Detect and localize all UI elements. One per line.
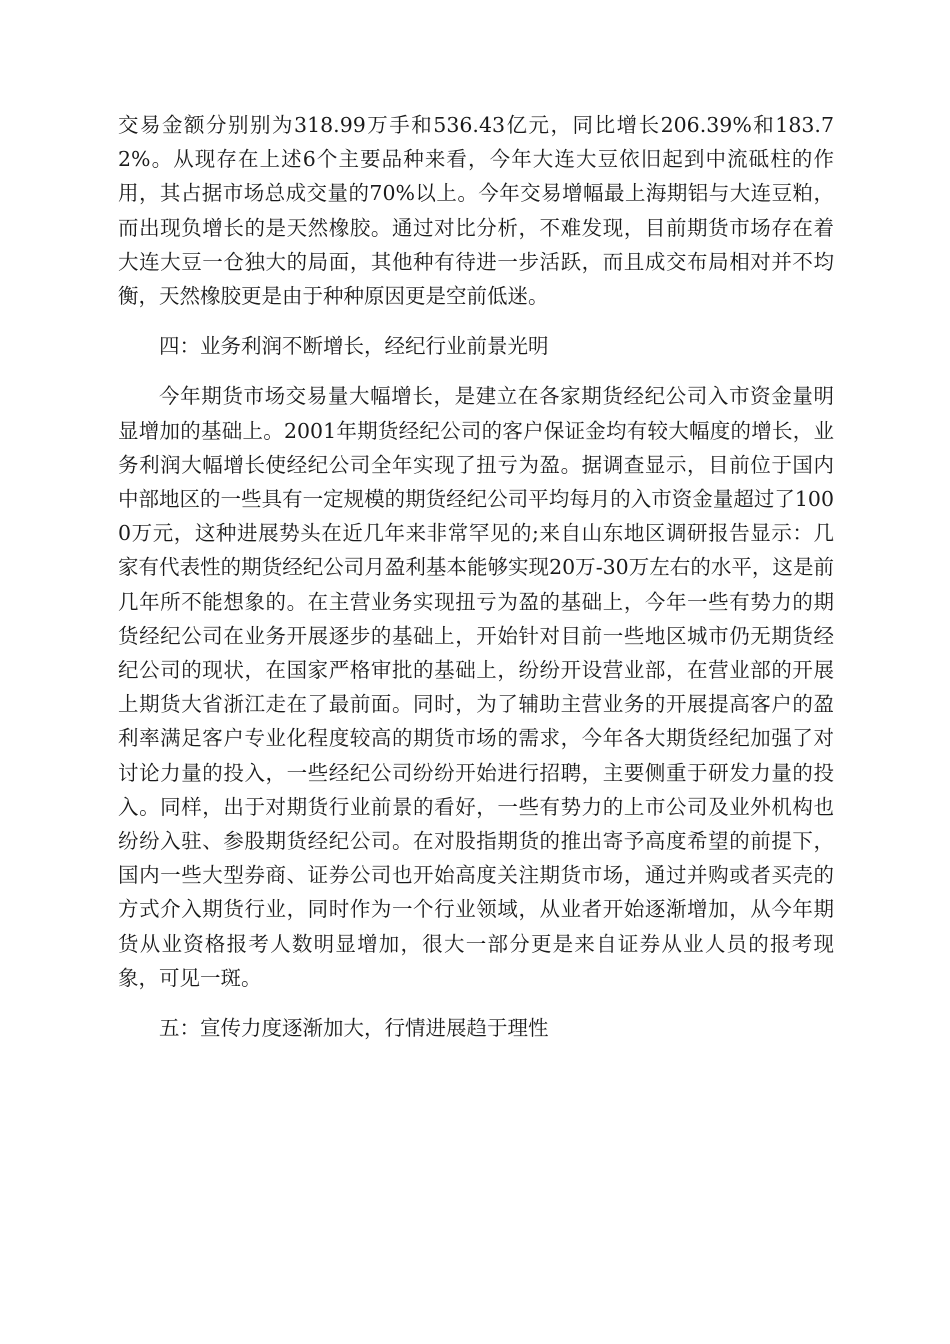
section-heading-five: 五：宣传力度逐渐加大，行情进展趋于理性 [159,1016,549,1041]
section-heading-four: 四：业务利润不断增长，经纪行业前景光明 [159,334,549,359]
document-page [118,108,834,1045]
paragraph-brokerage-profits: 今年期货市场交易量大幅增长，是建立在各家期货经纪公司入市资金量明显增加的基础上。2001年期货经纪公司的客户保证金均有较大幅度的增长，业务利润大幅增长使经纪公司全年实现了扭亏为盈。据调查显示，目前位于国内中部地区的一些具有一定规模的期货经纪公司平均每月的入市资金量超过了1000万元，这种进展势头在近几年来非常罕见的;来自山东地区调研报告显示：几家有代表性的期货经纪公司月盈利基本能够实现20万-30万左右的水平，这是前几年所不能想象的。在主营业务实现扭亏为盈的基础上，今年一些有势力的期货经纪公司在业务开展逐步的基础上，开始针对目前一些地区城市仍无期货经纪公司的现状，在国家严格审批的基础上，纷纷开设营业部，在营业部的开展上期货大省浙江走在了最前面。同时，为了辅助主营业务的开展提高客户的盈利率满足客户专业化程度较高的期货市场的需求，今年各大期货经纪加强了对讨论力量的投入，一些经纪公司纷纷开始进行招聘，主要侧重于研发力量的投入。同样，出于对期货行业前景的看好，一些有势力的上市公司及业外机构也纷纷入驻、参股期货经纪公司。在对股指期货的推出寄予高度希望的前提下，国内一些大型券商、证券公司也开始高度关注期货市场，通过并购或者买壳的方式介入期货行业，同时作为一个行业领域，从业者开始逐渐增加，从今年期货从业资格报考人数明显增加，很大一部分更是来自证券从业人员的报考现象，可见一斑。 [118,384,834,990]
paragraph-trading-volume: 交易金额分别别为318.99万手和536.43亿元，同比增长206.39%和183.72%。从现存在上述6个主要品种来看，今年大连大豆依旧起到中流砥柱的作用，其占据市场总成交量的70%以上。今年交易增幅最上海期铝与大连豆粕，而出现负增长的是天然橡胶。通过对比分析，不难发现，目前期货市场存在着大连大豆一仓独大的局面，其他种有待进一步活跃，而且成交布局相对并不均衡，天然橡胶更是由于种种原因更是空前低迷。 [118,113,834,309]
